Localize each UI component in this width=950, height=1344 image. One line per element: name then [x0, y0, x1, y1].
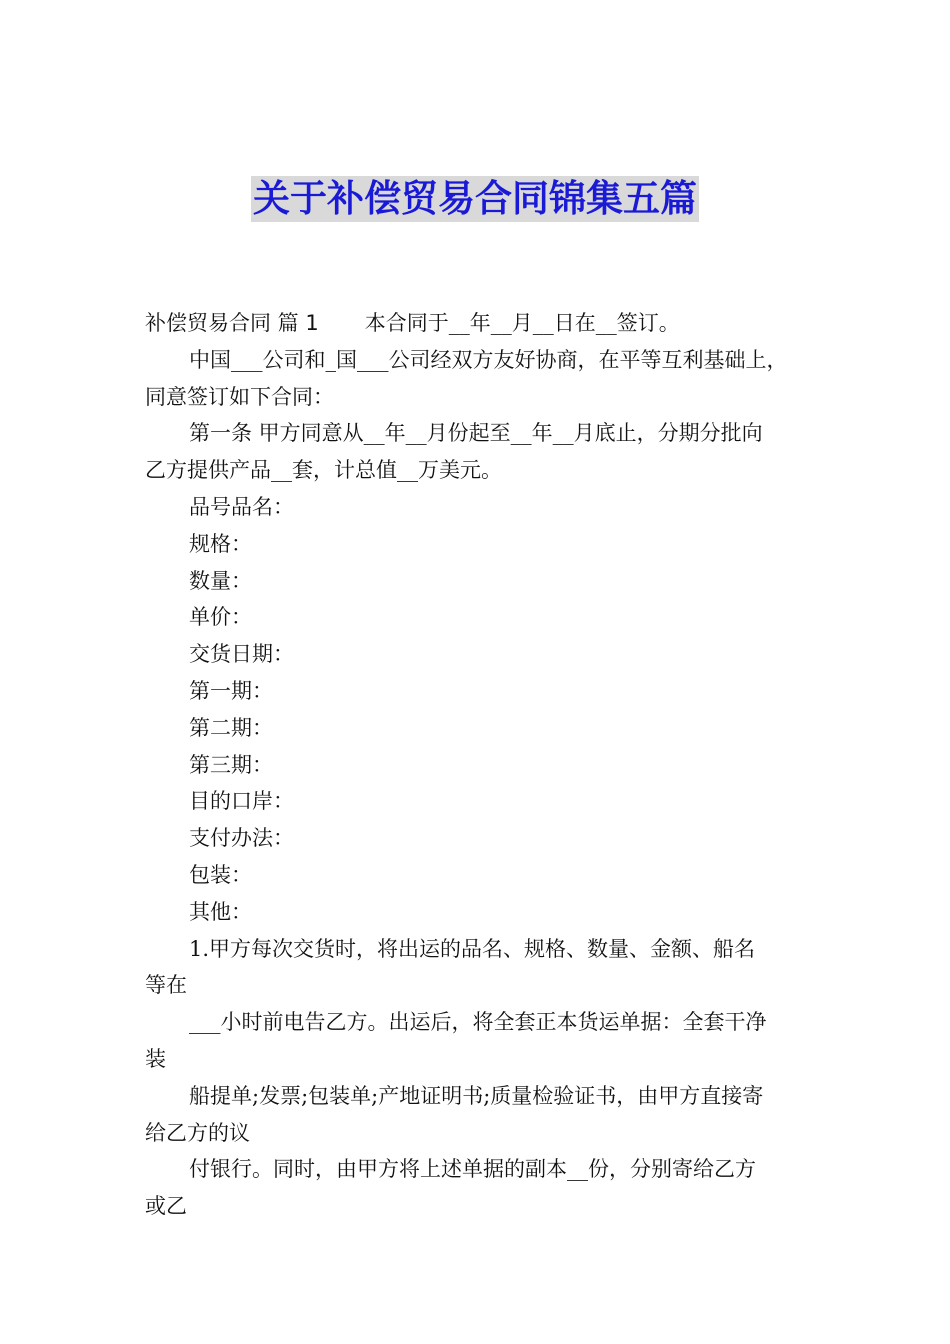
field-line: 交货日期：: [189, 642, 294, 667]
paragraph-line: 乙方提供产品__套，计总值__万美元。: [145, 458, 502, 483]
paragraph-line: ___小时前电告乙方。出运后，将全套正本货运单据：全套干净: [189, 1010, 767, 1035]
field-line: 支付办法：: [189, 826, 294, 851]
paragraph-line: 船提单;发票;包装单;产地证明书;质量检验证书，由甲方直接寄: [189, 1083, 764, 1108]
field-line: 数量：: [189, 568, 252, 593]
paragraph-line: 1.甲方每次交货时，将出运的品名、规格、数量、金额、船名: [189, 936, 756, 961]
paragraph-line: 或乙: [145, 1194, 187, 1219]
paragraph-text: 本合同于__年__月__日在__签订。: [364, 311, 680, 335]
paragraph-line: 装: [145, 1046, 166, 1071]
first-line: [145, 305, 813, 342]
field-line: 目的口岸：: [189, 789, 294, 814]
section-heading: 补偿贸易合同 篇 1: [145, 311, 319, 335]
paragraph-line: 中国___公司和_国___公司经双方友好协商，在平等互利基础上，: [189, 347, 788, 372]
field-line: 单价：: [189, 605, 252, 630]
field-line: 第一期：: [189, 678, 273, 703]
field-line: 规格：: [189, 531, 252, 556]
document-body: [145, 305, 813, 1225]
field-line: 第三期：: [189, 752, 273, 777]
paragraph-line: 第一条 甲方同意从__年__月份起至__年__月底止，分期分批向: [189, 421, 763, 446]
paragraph-line: 付银行。同时，由甲方将上述单据的副本__份，分别寄给乙方: [189, 1157, 756, 1182]
document-title: 关于补偿贸易合同锦集五篇: [253, 177, 697, 220]
field-line: 包装：: [189, 862, 252, 887]
paragraph-line: 给乙方的议: [145, 1120, 250, 1145]
field-line: 其他：: [189, 899, 252, 924]
field-line: 第二期：: [189, 715, 273, 740]
title-container: [0, 176, 950, 222]
field-line: 品号品名：: [189, 494, 294, 519]
paragraph-line: 等在: [145, 973, 187, 998]
paragraph-line: 同意签订如下合同：: [145, 384, 334, 409]
